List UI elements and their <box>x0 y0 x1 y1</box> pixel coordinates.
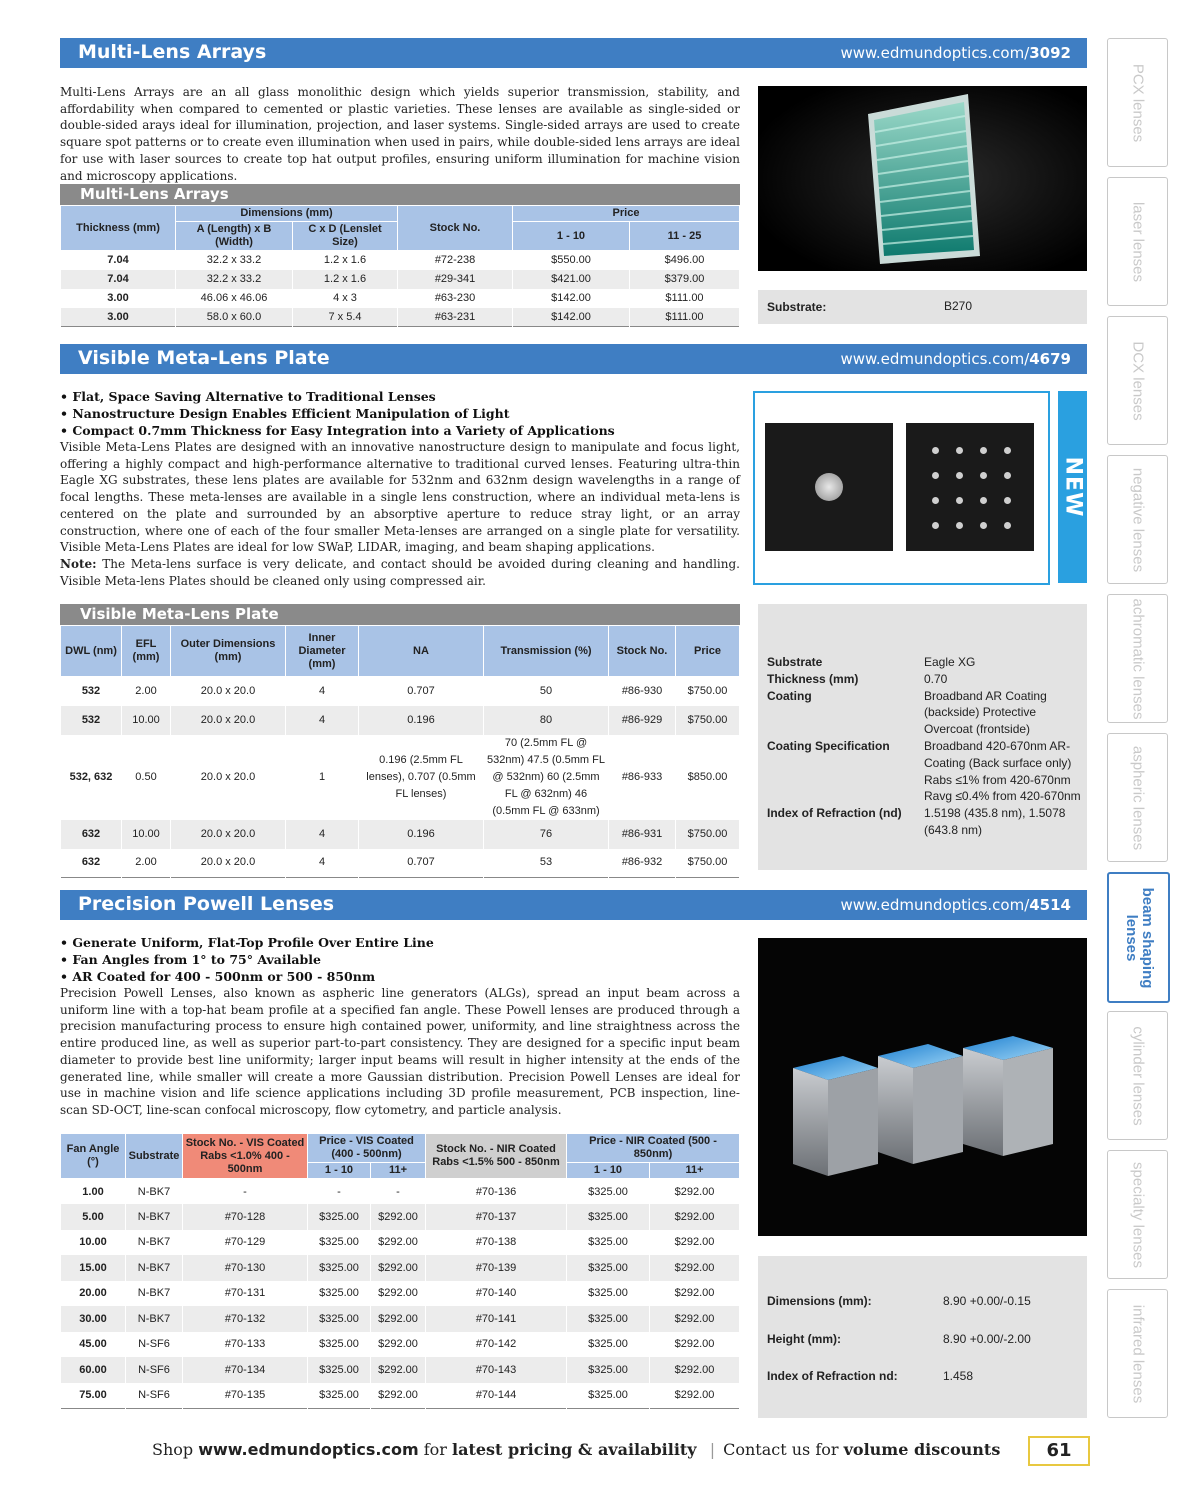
table-cell[interactable]: #29-341 <box>398 270 513 289</box>
table-row <box>61 1204 740 1230</box>
spec-value: 1.458 <box>943 1369 974 1383</box>
side-tab-label: infrared lenses <box>1129 1304 1146 1403</box>
spec-key: Index of Refraction (nd) <box>767 806 902 821</box>
side-tab-label: cylinder lenses <box>1129 1025 1146 1126</box>
table-cell: $111.00 <box>630 289 740 308</box>
table-cell: $550.00 <box>513 251 630 270</box>
table-cell: 32.2 x 33.2 <box>176 251 293 270</box>
side-tab-PCX-lenses[interactable] <box>1107 38 1168 167</box>
table-cell: 20.0 x 20.0 <box>171 820 286 849</box>
table-cell[interactable]: #70-131 <box>183 1281 308 1307</box>
meta-lens-dot <box>956 522 963 529</box>
table-cell: 30.00 <box>61 1306 126 1332</box>
side-tab-infrared-lenses[interactable] <box>1107 1289 1168 1418</box>
table-cell: $325.00 <box>567 1281 650 1307</box>
new-badge-label: NEW <box>1060 456 1085 518</box>
spec-key: Substrate <box>767 655 823 669</box>
powell-spec-list <box>767 1294 1082 1407</box>
table-cell: $292.00 <box>371 1255 426 1281</box>
meta-lens-dot <box>980 472 987 479</box>
footer-site-link[interactable]: www.edmundoptics.com <box>198 1440 419 1459</box>
spec-row <box>767 688 1082 738</box>
mla-product-image <box>758 86 1087 271</box>
footer-for-text: for <box>418 1440 453 1459</box>
mla-banner <box>60 38 1087 68</box>
table-cell: N-BK7 <box>126 1255 183 1281</box>
table-cell[interactable]: #86-930 <box>609 677 676 706</box>
table-cell: 4 <box>286 677 359 706</box>
th-p2: 11 - 25 <box>630 222 740 251</box>
meta-lens-dot <box>1004 497 1011 504</box>
powell-title: Precision Powell Lenses <box>78 893 335 915</box>
table-cell: 4 x 3 <box>293 289 398 308</box>
table-cell: 20.0 x 20.0 <box>171 706 286 735</box>
table-row <box>61 308 740 327</box>
footer-shop-text: Shop <box>152 1440 199 1459</box>
side-tab-label: aspheric lenses <box>1129 745 1146 850</box>
meta-url[interactable]: www.edmundoptics.com/4679 <box>840 350 1071 368</box>
meta-lens-dot <box>1004 472 1011 479</box>
table-cell: $850.00 <box>676 735 740 820</box>
table-cell: N-SF6 <box>126 1332 183 1358</box>
table-cell: $292.00 <box>650 1179 740 1205</box>
side-tab-label: negative lenses <box>1129 467 1146 572</box>
table-cell: 0.196 <box>359 820 484 849</box>
table-cell[interactable]: #86-929 <box>609 706 676 735</box>
table-cell: $292.00 <box>650 1383 740 1409</box>
table-cell: $292.00 <box>371 1332 426 1358</box>
table-cell: $325.00 <box>567 1306 650 1332</box>
bullet-item: • Generate Uniform, Flat-Top Profile Over Entire Line <box>60 935 740 952</box>
meta-table-header: Transmission (%) <box>484 626 609 677</box>
spec-row <box>767 1332 1082 1370</box>
meta-note-label: Note: <box>60 556 97 571</box>
table-row <box>61 706 740 735</box>
bullet-item: • Nanostructure Design Enables Efficient Manipulation of Light <box>60 406 740 423</box>
side-tab-label: specialty lenses <box>1129 1161 1146 1268</box>
table-cell[interactable]: #86-931 <box>609 820 676 849</box>
table-cell: $325.00 <box>308 1357 371 1383</box>
table-cell[interactable]: #70-135 <box>183 1383 308 1409</box>
th-fan: Fan Angle (°) <box>61 1134 126 1179</box>
side-tab-cylinder-lenses[interactable] <box>1107 1011 1168 1140</box>
meta-lens-dot <box>932 447 939 454</box>
th-vis-price: Price - VIS Coated (400 - 500nm) <box>308 1134 426 1163</box>
table-cell: 76 <box>484 820 609 849</box>
th-p1: 1 - 10 <box>513 222 630 251</box>
table-cell: $111.00 <box>630 308 740 327</box>
mla-table <box>60 205 740 327</box>
th-nir-price: Price - NIR Coated (500 - 850nm) <box>567 1134 740 1163</box>
table-cell: 532 <box>61 706 122 735</box>
table-cell: $750.00 <box>676 706 740 735</box>
side-tab-label: achromatic lenses <box>1129 598 1146 719</box>
table-cell[interactable]: #86-932 <box>609 849 676 878</box>
table-cell: 2.00 <box>122 677 171 706</box>
spec-value: Broadband 420-670nm AR-Coating (Back surface only) Rabs ≤1% from 420-670nm Ravg ≤0.4% from 420-670nm <box>924 738 1081 804</box>
table-cell: 532 <box>61 677 122 706</box>
table-cell: $325.00 <box>567 1357 650 1383</box>
table-cell[interactable]: #70-143 <box>426 1357 567 1383</box>
table-cell: N-BK7 <box>126 1306 183 1332</box>
side-tab-beam-shaping-lenses[interactable] <box>1107 872 1170 1003</box>
table-cell: $325.00 <box>308 1230 371 1256</box>
table-cell: $292.00 <box>371 1306 426 1332</box>
cube-middle <box>878 1044 963 1164</box>
powell-product-image <box>758 938 1087 1236</box>
table-cell: $325.00 <box>567 1230 650 1256</box>
table-cell: N-BK7 <box>126 1281 183 1307</box>
table-cell: $325.00 <box>308 1281 371 1307</box>
table-cell[interactable]: #70-142 <box>426 1332 567 1358</box>
table-cell: 20.0 x 20.0 <box>171 735 286 820</box>
table-cell: 0.196 (2.5mm FL lenses), 0.707 (0.5mm FL lenses) <box>359 735 484 820</box>
powell-description: Precision Powell Lenses, also known as aspheric line generators (ALGs), spread an input beam across a uniform line with a top-hat beam profile at a specified fan angle. These Powell lenses are produced through a precision manufacturing process to ensure high contained power, uniformity, and line straightness across the entire produced line, as well as superior part-to-part consistency. They are designed for a specific input beam diameter to provide best line uniformity; larger input beams will result in higher intensity at the ends of the generated line, while smaller will create a more Gaussian distribution. Precision Powell Lenses are ideal for use in machine vision and life science applications including 3D profile measurement, PCB inspection, line-scan SD-OCT, line-scan confocal microscopy, flow cytometry, and particle analysis. <box>60 986 740 1117</box>
meta-table-header: NA <box>359 626 484 677</box>
th-nir-p1: 1 - 10 <box>567 1163 650 1179</box>
table-cell[interactable]: #70-134 <box>183 1357 308 1383</box>
table-cell: 4 <box>286 706 359 735</box>
th-dimensions: Dimensions (mm) <box>176 206 398 222</box>
spec-row <box>767 738 1082 805</box>
table-row <box>61 1281 740 1307</box>
meta-table-header: Outer Dimensions (mm) <box>171 626 286 677</box>
table-row <box>61 251 740 270</box>
table-cell: $292.00 <box>371 1383 426 1409</box>
table-cell: $325.00 <box>308 1255 371 1281</box>
side-tab-negative-lenses[interactable] <box>1107 455 1168 584</box>
meta-single-lens-plate <box>765 423 893 551</box>
table-cell: 15.00 <box>61 1255 126 1281</box>
meta-lens-dot <box>1004 522 1011 529</box>
table-cell[interactable]: #70-137 <box>426 1204 567 1230</box>
meta-lens-dot <box>815 473 843 501</box>
table-cell: 50 <box>484 677 609 706</box>
table-cell: N-BK7 <box>126 1179 183 1205</box>
table-row <box>61 270 740 289</box>
side-tab-achromatic-lenses[interactable] <box>1107 594 1168 723</box>
table-cell: N-BK7 <box>126 1230 183 1256</box>
mla-description: Multi-Lens Arrays are an all glass monolithic design which yields superior transmission, stability, and affordability when compared to cemented or plastic varieties. These lenses are available as single-sided or double-sided arays ideal for illumination, projection, and laser systems. Single-sided arrays are used to create square spot patterns or to create even illumination when used in pairs, while double-sided lens arrays are ideal for use with laser sources to create top hat output profiles, ensuring uniform illumination for machine vision and microscopy applications. <box>60 85 740 183</box>
table-cell: $379.00 <box>630 270 740 289</box>
table-cell: $750.00 <box>676 677 740 706</box>
table-row <box>61 289 740 308</box>
table-cell[interactable]: #70-139 <box>426 1255 567 1281</box>
table-cell[interactable]: #70-129 <box>183 1230 308 1256</box>
side-tab-aspheric-lenses[interactable] <box>1107 733 1168 862</box>
th-ab: A (Length) x B (Width) <box>176 222 293 251</box>
table-cell: 60.00 <box>61 1357 126 1383</box>
table-cell[interactable]: #70-140 <box>426 1281 567 1307</box>
meta-note-text: The Meta-lens surface is very delicate, and contact should be avoided during cleaning and handling. Visible Meta-lens Plates should be cleaned only using compressed air. <box>60 556 740 588</box>
table-cell: - <box>371 1179 426 1205</box>
spec-value: 0.70 <box>924 671 948 686</box>
meta-table-header: DWL (nm) <box>61 626 122 677</box>
table-cell[interactable]: #70-136 <box>426 1179 567 1205</box>
spec-value: 1.5198 (435.8 nm), 1.5078 (643.8 nm) <box>924 806 1066 837</box>
meta-table-title: Visible Meta-Lens Plate <box>60 604 740 625</box>
table-cell: 53 <box>484 849 609 878</box>
table-cell: 1 <box>286 735 359 820</box>
table-cell: 20.0 x 20.0 <box>171 849 286 878</box>
table-cell: $142.00 <box>513 289 630 308</box>
meta-lens-dot <box>956 472 963 479</box>
th-substrate: Substrate <box>126 1134 183 1179</box>
spec-value: 8.90 +0.00/-0.15 <box>943 1294 1031 1308</box>
table-cell: $292.00 <box>650 1306 740 1332</box>
cube-left <box>793 1056 878 1176</box>
meta-lens-dot <box>980 447 987 454</box>
table-row <box>61 1255 740 1281</box>
table-cell: $292.00 <box>371 1357 426 1383</box>
table-cell: 4 <box>286 820 359 849</box>
side-tab-label: PCX lenses <box>1129 63 1146 142</box>
spec-key: Dimensions (mm): <box>767 1294 872 1308</box>
table-cell: 45.00 <box>61 1332 126 1358</box>
table-cell: $325.00 <box>567 1204 650 1230</box>
table-cell: 1.00 <box>61 1179 126 1205</box>
table-row <box>61 1383 740 1409</box>
table-cell: $325.00 <box>567 1179 650 1205</box>
meta-description-text: Visible Meta-Lens Plates are designed with an innovative nanostructure design to manipulate and focus light, offering a highly compact and high-performance alternative to traditional curved lenses. Featuring ultra-thin Eagle XG substrates, these lens plates are available for 532nm and 632nm design wavelengths in a range of focal lengths. These meta-lenses are available in a single lens construction, where an individual meta-lens is centered on the plate and surrounded by an absorptive aperture to reduce stray light, or an array construction, where one of each of the four smaller Meta-lenses are arranged on a single plate for versatility. Visible Meta-Lens Plates are ideal for low SWaP, LIDAR, imaging, and beam shaping applications. <box>60 440 740 555</box>
table-cell[interactable]: #63-230 <box>398 289 513 308</box>
footer-contact-text: Contact us for <box>723 1440 844 1459</box>
table-cell[interactable]: #70-138 <box>426 1230 567 1256</box>
meta-title: Visible Meta-Lens Plate <box>78 347 330 369</box>
table-cell: 20.0 x 20.0 <box>171 677 286 706</box>
meta-lens-dot <box>932 472 939 479</box>
meta-lens-dot <box>980 522 987 529</box>
table-cell: 4 <box>286 849 359 878</box>
mla-spec-key: Substrate: <box>767 300 827 314</box>
spec-row <box>767 671 1082 688</box>
table-cell: 7.04 <box>61 251 176 270</box>
table-cell[interactable]: #86-933 <box>609 735 676 820</box>
table-cell: 3.00 <box>61 289 176 308</box>
table-cell: 0.707 <box>359 849 484 878</box>
table-cell: 58.0 x 60.0 <box>176 308 293 327</box>
table-row <box>61 849 740 878</box>
table-cell[interactable]: #70-130 <box>183 1255 308 1281</box>
table-cell: N-BK7 <box>126 1204 183 1230</box>
powell-table <box>60 1133 740 1409</box>
spec-value: 8.90 +0.00/-2.00 <box>943 1331 1031 1346</box>
meta-lens-dot <box>932 497 939 504</box>
footer-shop: Shop www.edmundoptics.com for latest pricing & availability | Contact us for volume discounts <box>152 1440 1001 1459</box>
spec-key: Coating Specification <box>767 738 890 753</box>
mla-title: Multi-Lens Arrays <box>78 41 267 63</box>
table-cell[interactable]: #70-133 <box>183 1332 308 1358</box>
mla-spec-value: B270 <box>944 299 973 313</box>
side-tab-DCX-lenses[interactable] <box>1107 316 1168 445</box>
bullet-item: • Flat, Space Saving Alternative to Traditional Lenses <box>60 389 740 406</box>
cube-right <box>963 1036 1053 1156</box>
table-row <box>61 1306 740 1332</box>
side-tab-label: beam shaping lenses <box>1122 887 1156 988</box>
th-vis-stock: Stock No. - VIS Coated Rabs <1.0% 400 - 500nm <box>183 1134 308 1179</box>
table-cell: 7.04 <box>61 270 176 289</box>
powell-lenses-graphic <box>758 938 1087 1236</box>
meta-spec-list <box>767 654 1082 839</box>
meta-table-header: Stock No. <box>609 626 676 677</box>
meta-product-image <box>753 391 1050 585</box>
spec-row <box>767 654 1082 671</box>
table-cell: $325.00 <box>567 1255 650 1281</box>
spec-value: Broadband AR Coating (backside) Protective Overcoat (frontside) <box>924 688 1047 737</box>
table-cell[interactable]: #63-231 <box>398 308 513 327</box>
spec-row <box>767 1294 1082 1332</box>
table-cell: 632 <box>61 849 122 878</box>
side-tab-label: DCX lenses <box>1129 340 1146 421</box>
table-row <box>61 1179 740 1205</box>
table-cell: $325.00 <box>308 1306 371 1332</box>
meta-lens-dot <box>956 497 963 504</box>
side-tab-label: laser lenses <box>1129 201 1146 282</box>
table-cell: 0.707 <box>359 677 484 706</box>
table-cell: 1.2 x 1.6 <box>293 251 398 270</box>
table-cell: $292.00 <box>650 1357 740 1383</box>
th-vis-p2: 11+ <box>371 1163 426 1179</box>
side-tab-specialty-lenses[interactable] <box>1107 1150 1168 1279</box>
spec-key: Thickness (mm) <box>767 671 859 686</box>
table-cell[interactable]: - <box>183 1179 308 1205</box>
meta-lens-dot <box>932 522 939 529</box>
th-vis-p1: 1 - 10 <box>308 1163 371 1179</box>
table-cell: 7 x 5.4 <box>293 308 398 327</box>
meta-description <box>60 439 740 589</box>
table-cell: 32.2 x 33.2 <box>176 270 293 289</box>
table-cell: 532, 632 <box>61 735 122 820</box>
table-cell: 3.00 <box>61 308 176 327</box>
footer-pricing-text: latest pricing & availability <box>452 1440 697 1459</box>
table-row <box>61 1357 740 1383</box>
table-cell: $496.00 <box>630 251 740 270</box>
th-price: Price <box>513 206 740 222</box>
meta-array-plate <box>906 423 1034 551</box>
mla-url[interactable]: www.edmundoptics.com/3092 <box>840 44 1071 62</box>
table-cell: $325.00 <box>308 1383 371 1409</box>
meta-lens-dot <box>956 447 963 454</box>
table-cell: 80 <box>484 706 609 735</box>
table-cell: $292.00 <box>371 1230 426 1256</box>
table-cell: $292.00 <box>650 1332 740 1358</box>
mla-table-title: Multi-Lens Arrays <box>60 184 740 205</box>
powell-bullets <box>60 935 740 985</box>
bullet-item: • Compact 0.7mm Thickness for Easy Integration into a Variety of Applications <box>60 423 740 440</box>
table-cell: $292.00 <box>371 1281 426 1307</box>
spec-row <box>767 805 1082 839</box>
meta-lens-dot <box>980 497 987 504</box>
table-cell: 5.00 <box>61 1204 126 1230</box>
meta-table-header: Price <box>676 626 740 677</box>
table-cell: N-SF6 <box>126 1357 183 1383</box>
mla-spec-box <box>758 290 1087 324</box>
table-cell: 0.50 <box>122 735 171 820</box>
spec-value: Eagle XG <box>924 655 976 669</box>
table-cell: $292.00 <box>650 1204 740 1230</box>
spec-key: Index of Refraction nd: <box>767 1369 898 1383</box>
table-cell[interactable]: #70-128 <box>183 1204 308 1230</box>
table-cell: $292.00 <box>650 1281 740 1307</box>
powell-banner <box>60 890 1087 920</box>
table-cell: $421.00 <box>513 270 630 289</box>
side-tab-laser-lenses[interactable] <box>1107 177 1168 306</box>
table-row <box>61 1332 740 1358</box>
table-cell: 2.00 <box>122 849 171 878</box>
table-cell[interactable]: #72-238 <box>398 251 513 270</box>
bullet-item: • AR Coated for 400 - 500nm or 500 - 850nm <box>60 969 740 986</box>
table-cell: - <box>308 1179 371 1205</box>
meta-lens-dot <box>1004 447 1011 454</box>
table-cell: $325.00 <box>308 1332 371 1358</box>
th-stock: Stock No. <box>398 206 513 251</box>
table-cell: $142.00 <box>513 308 630 327</box>
table-cell: 10.00 <box>61 1230 126 1256</box>
table-cell: $325.00 <box>567 1383 650 1409</box>
table-cell: $750.00 <box>676 849 740 878</box>
spec-row <box>767 1369 1082 1407</box>
th-nir-stock: Stock No. - NIR Coated Rabs <1.5% 500 - 850nm <box>426 1134 567 1179</box>
meta-banner <box>60 344 1087 374</box>
table-row <box>61 820 740 849</box>
table-cell: 46.06 x 46.06 <box>176 289 293 308</box>
table-cell: 70 (2.5mm FL @ 532nm) 47.5 (0.5mm FL @ 532nm) 60 (2.5mm FL @ 632nm) 46 (0.5mm FL @ 633nm) <box>484 735 609 820</box>
meta-table-header: Inner Diameter (mm) <box>286 626 359 677</box>
powell-spec-box <box>758 1256 1087 1418</box>
meta-table <box>60 625 740 878</box>
table-row <box>61 735 740 820</box>
table-cell: $325.00 <box>308 1204 371 1230</box>
table-cell: $292.00 <box>650 1230 740 1256</box>
meta-table-header: EFL (mm) <box>122 626 171 677</box>
table-cell: 10.00 <box>122 706 171 735</box>
th-nir-p2: 11+ <box>650 1163 740 1179</box>
table-cell[interactable]: #70-132 <box>183 1306 308 1332</box>
bullet-item: • Fan Angles from 1° to 75° Available <box>60 952 740 969</box>
table-cell: 20.00 <box>61 1281 126 1307</box>
table-cell: 632 <box>61 820 122 849</box>
table-cell: $292.00 <box>371 1204 426 1230</box>
table-cell: 75.00 <box>61 1383 126 1409</box>
table-cell: 0.196 <box>359 706 484 735</box>
th-thickness: Thickness (mm) <box>61 206 176 251</box>
meta-spec-box <box>758 604 1087 870</box>
table-cell: 10.00 <box>122 820 171 849</box>
spec-key: Height (mm): <box>767 1331 841 1346</box>
th-cd: C x D (Lenslet Size) <box>293 222 398 251</box>
table-row <box>61 677 740 706</box>
table-cell[interactable]: #70-144 <box>426 1383 567 1409</box>
table-cell[interactable]: #70-141 <box>426 1306 567 1332</box>
spec-key: Coating <box>767 688 812 703</box>
page-number: 61 <box>1028 1436 1090 1466</box>
table-cell: $292.00 <box>650 1255 740 1281</box>
table-row <box>61 1230 740 1256</box>
footer-volume-text: volume discounts <box>843 1440 1001 1459</box>
table-cell: $750.00 <box>676 820 740 849</box>
lens-array-graphic <box>758 86 1087 271</box>
table-cell: 1.2 x 1.6 <box>293 270 398 289</box>
powell-url[interactable]: www.edmundoptics.com/4514 <box>840 896 1071 914</box>
table-cell: $325.00 <box>567 1332 650 1358</box>
table-cell: N-SF6 <box>126 1383 183 1409</box>
new-badge <box>1058 391 1087 583</box>
meta-bullets <box>60 389 740 439</box>
